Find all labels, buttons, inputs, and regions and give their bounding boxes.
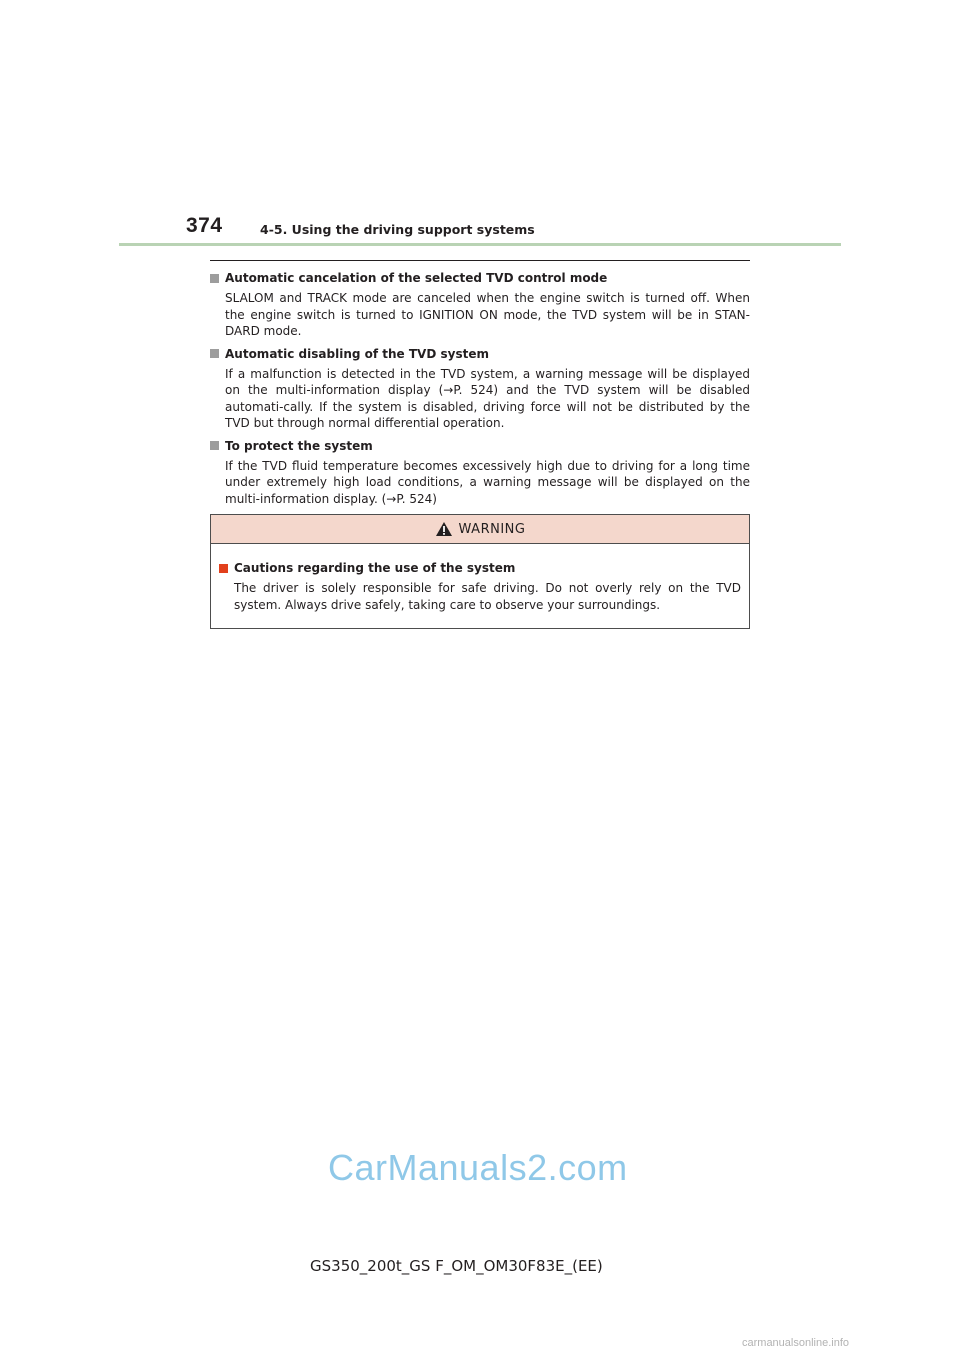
page-number: 374 (186, 214, 223, 237)
section-heading (210, 346, 750, 362)
warning-heading (219, 560, 741, 576)
watermark-logo: CarManuals2.com (328, 1147, 628, 1188)
section-heading-text: To protect the system (225, 438, 373, 453)
square-bullet-icon (210, 441, 219, 450)
section-heading-text: Automatic disabling of the TVD system (225, 346, 489, 361)
content-top-rule (210, 260, 750, 261)
section-body: If a malfunction is detected in the TVD system, a warning message will be displayed on the multi-information display (→P. 524) and the TVD system will be disabled automati-cally. If the system is disabled, driving force will not be distributed by the TVD but through normal differential operation. (225, 366, 750, 430)
warning-text: The driver is solely responsible for safe driving. Do not overly rely on the TVD system. Always drive safely, taking care to observe your surroundings. (234, 581, 741, 612)
warning-triangle-icon (435, 521, 453, 537)
warning-header (211, 515, 749, 544)
section-auto-cancel (210, 270, 750, 340)
square-bullet-icon (210, 274, 219, 283)
square-bullet-icon (210, 349, 219, 358)
header-rule (119, 243, 841, 246)
section-title: 4-5. Using the driving support systems (260, 222, 535, 237)
square-bullet-icon (219, 564, 228, 573)
warning-body (211, 544, 749, 613)
section-auto-disable (210, 346, 750, 432)
section-heading (210, 438, 750, 454)
warning-heading-text: Cautions regarding the use of the system (234, 561, 516, 575)
section-heading (210, 270, 750, 286)
section-protect (210, 438, 750, 508)
section-body: SLALOM and TRACK mode are canceled when the engine switch is turned off. When the engine switch is turned to IGNITION ON mode, the TVD system will be in STAN-DARD mode. (225, 291, 750, 338)
footer-site-mark[interactable]: carmanualsonline.info (742, 1337, 850, 1349)
section-body: If the TVD fluid temperature becomes excessively high due to driving for a long time under extremely high load conditions, a warning message will be displayed on the multi-information display. (→P. 524) (225, 458, 750, 506)
section-heading-text: Automatic cancelation of the selected TVD control mode (225, 271, 608, 285)
warning-box (210, 514, 750, 629)
content (210, 270, 750, 513)
footer-doc-code: GS350_200t_GS F_OM_OM30F83E_(EE) (310, 1257, 603, 1275)
warning-title: WARNING (458, 521, 526, 537)
